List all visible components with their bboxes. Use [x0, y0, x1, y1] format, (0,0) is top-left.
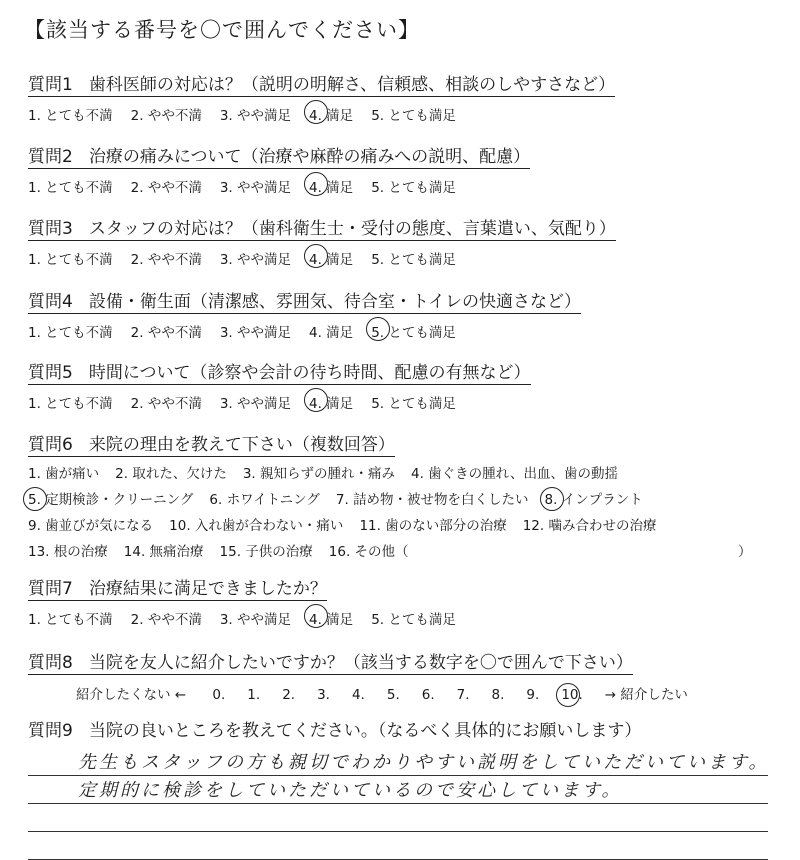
- option-1[interactable]: 1. とても不満: [28, 396, 113, 412]
- q8-scale-1[interactable]: 1.: [247, 687, 261, 703]
- option-4[interactable]: 4. 満足: [309, 392, 353, 412]
- question-7: [28, 574, 788, 628]
- q6-option-8[interactable]: 8. インプラント: [544, 492, 643, 508]
- q8-scale-0[interactable]: 0.: [212, 687, 226, 703]
- q6-option-4[interactable]: 4. 歯ぐきの腫れ、出血、歯の動揺: [411, 466, 618, 482]
- option-3[interactable]: 3. やや満足: [219, 180, 292, 196]
- q8-scale-6[interactable]: 6.: [421, 687, 435, 703]
- q6-option-10[interactable]: 10. 入れ歯が合わない・痛い: [169, 518, 344, 534]
- question-title: 質問6 来院の理由を教えて下さい（複数回答）: [28, 430, 395, 457]
- q6-option-9[interactable]: 9. 歯並びが気になる: [28, 518, 154, 534]
- answer-line: [28, 748, 768, 776]
- q8-scale-3[interactable]: 3.: [317, 687, 330, 703]
- option-5[interactable]: 5. とても満足: [371, 108, 456, 124]
- option-1[interactable]: 1. とても不満: [28, 252, 113, 268]
- q6-option-15[interactable]: 15. 子供の治療: [219, 544, 313, 560]
- option-3[interactable]: 3. やや満足: [219, 325, 292, 341]
- q8-scale-9[interactable]: 9.: [526, 687, 540, 703]
- q8-right-label: → 紹介したい: [604, 687, 688, 703]
- q6-option-6[interactable]: 6. ホワイトニング: [209, 492, 320, 508]
- option-1[interactable]: 1. とても不満: [28, 612, 113, 628]
- option-2[interactable]: 2. やや不満: [130, 180, 202, 196]
- question-2: [28, 142, 788, 196]
- question-6: [28, 430, 788, 565]
- option-3[interactable]: 3. やや満足: [219, 108, 292, 124]
- answer-lines: [28, 748, 768, 860]
- handwritten-answer-2: 定期的に検診をしていただいているので安心しています。: [78, 780, 623, 801]
- question-title: 質問3 スタッフの対応は？（歯科衛生士・受付の態度、言葉遣い、気配り）: [28, 214, 616, 241]
- q6-option-14[interactable]: 14. 無痛治療: [123, 544, 204, 560]
- question-8: [28, 648, 788, 703]
- option-2[interactable]: 2. やや不満: [130, 325, 202, 341]
- question-title: 質問5 時間について（診察や会計の待ち時間、配慮の有無など）: [28, 358, 531, 385]
- question-title: 質問1 歯科医師の対応は？（説明の明解さ、信頼感、相談のしやすさなど）: [28, 70, 615, 97]
- question-title: 質問8 当院を友人に紹介したいですか？（該当する数字を〇で囲んで下さい）: [28, 648, 633, 675]
- q6-option-1[interactable]: 1. 歯が痛い: [28, 466, 100, 482]
- option-5[interactable]: 5. とても満足: [371, 180, 456, 196]
- question-title: 質問7 治療結果に満足できましたか？: [28, 574, 327, 601]
- option-4[interactable]: 4. 満足: [309, 248, 353, 268]
- question-5: [28, 358, 788, 412]
- question-title: 質問2 治療の痛みについて（治療や麻酔の痛みへの説明、配慮）: [28, 142, 530, 169]
- question-title: 質問9 当院の良いところを教えてください。（なるべく具体的にお願いします）: [28, 721, 642, 741]
- option-3[interactable]: 3. やや満足: [219, 396, 292, 412]
- q6-option-7[interactable]: 7. 詰め物・被せ物を白くしたい: [335, 492, 529, 508]
- q6-row: [28, 461, 788, 487]
- option-2[interactable]: 2. やや不満: [130, 108, 202, 124]
- q6-option-11[interactable]: 11. 歯のない部分の治療: [359, 518, 507, 534]
- option-3[interactable]: 3. やや満足: [219, 612, 292, 628]
- handwritten-answer-1: 先生もスタッフの方も親切でわかりやすい説明をしていただいています。: [78, 752, 770, 773]
- option-5[interactable]: 5. とても満足: [371, 612, 456, 628]
- q8-scale-7[interactable]: 7.: [456, 687, 470, 703]
- q6-row: [28, 539, 788, 565]
- option-4[interactable]: 4. 満足: [309, 104, 353, 124]
- option-1[interactable]: 1. とても不満: [28, 108, 113, 124]
- option-3[interactable]: 3. やや満足: [219, 252, 292, 268]
- q6-other-close-paren: ）: [738, 544, 752, 560]
- q6-option-5[interactable]: 5. 定期検診・クリーニング: [28, 492, 194, 508]
- q8-scale-4[interactable]: 4.: [351, 687, 365, 703]
- page-header: 【該当する番号を〇で囲んでください】: [24, 18, 420, 42]
- q8-left-label: 紹介したくない ←: [76, 687, 187, 703]
- q6-option-3[interactable]: 3. 親知らずの腫れ・痛み: [242, 466, 396, 482]
- question-1: [28, 70, 788, 124]
- question-9: [28, 716, 788, 741]
- q6-option-16[interactable]: 16. その他（: [328, 544, 409, 560]
- option-2[interactable]: 2. やや不満: [130, 612, 202, 628]
- q8-scale-10[interactable]: 10.: [561, 687, 583, 703]
- option-4[interactable]: 4. 満足: [309, 325, 354, 341]
- option-5[interactable]: 5. とても満足: [371, 396, 456, 412]
- option-1[interactable]: 1. とても不満: [28, 325, 113, 341]
- option-4[interactable]: 4. 満足: [309, 176, 353, 196]
- q6-option-2[interactable]: 2. 取れた、欠けた: [115, 466, 227, 482]
- option-1[interactable]: 1. とても不満: [28, 180, 113, 196]
- answer-line: [28, 804, 768, 832]
- option-5[interactable]: 5. とても満足: [371, 252, 456, 268]
- option-4[interactable]: 4. 満足: [309, 608, 353, 628]
- option-2[interactable]: 2. やや不満: [130, 252, 202, 268]
- q6-row: [28, 487, 788, 513]
- question-4: [28, 287, 788, 341]
- question-title: 質問4 設備・衛生面（清潔感、雰囲気、待合室・トイレの快適さなど）: [28, 287, 581, 314]
- option-2[interactable]: 2. やや不満: [130, 396, 202, 412]
- q6-option-12[interactable]: 12. 噛み合わせの治療: [522, 518, 657, 534]
- q6-row: [28, 513, 788, 539]
- q8-scale-8[interactable]: 8.: [491, 687, 505, 703]
- q8-scale-2[interactable]: 2.: [282, 687, 296, 703]
- q6-option-13[interactable]: 13. 根の治療: [28, 544, 108, 560]
- option-5[interactable]: 5. とても満足: [371, 321, 456, 341]
- q8-scale-5[interactable]: 5.: [386, 687, 400, 703]
- question-3: [28, 214, 788, 268]
- answer-line: [28, 832, 768, 860]
- answer-line: [28, 776, 768, 804]
